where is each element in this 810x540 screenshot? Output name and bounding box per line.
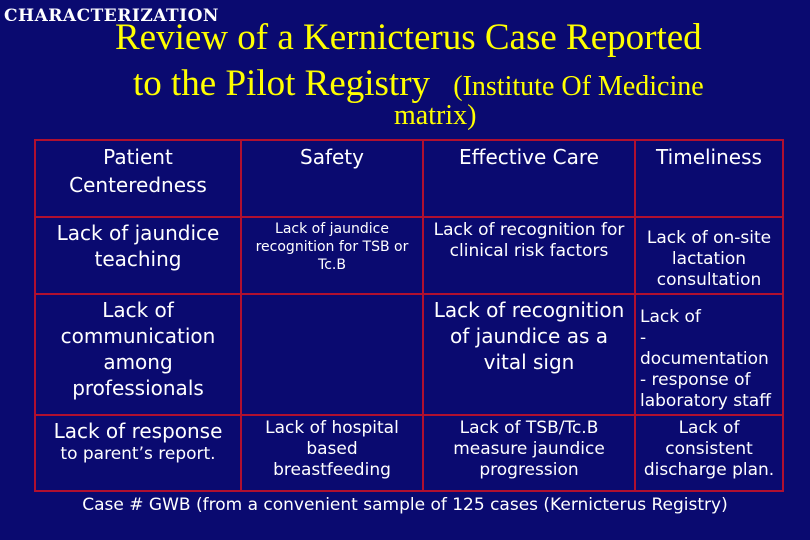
title-line-2-main: to the Pilot Registry [133, 63, 431, 104]
cell-timeliness-row1: Lack of on-site lactation consultation [635, 217, 783, 294]
header-patient-centeredness: Patient Centeredness [35, 140, 241, 217]
timeliness-row2-line: Lack of [640, 307, 701, 327]
timeliness-row2-line: - documentation [640, 328, 769, 369]
iom-matrix-table [34, 139, 784, 492]
cell-effective-row3: Lack of TSB/Tc.B measure jaundice progression [423, 415, 635, 491]
header-effective-care: Effective Care [423, 140, 635, 217]
cell-patient-row2: Lack of communication among professionals [35, 294, 241, 415]
cell-safety-row3: Lack of hospital based breastfeeding [241, 415, 423, 491]
cell-timeliness-row2 [635, 294, 783, 415]
header-safety: Safety [241, 140, 423, 217]
cell-patient-row3-main: Lack of response [53, 419, 223, 443]
cell-effective-row2: Lack of recognition of jaundice as a vital sign [423, 294, 635, 415]
cell-safety-row1: Lack of jaundice recognition for TSB or Tc.B [241, 217, 423, 294]
footer-caption: Case # GWB (from a convenient sample of 125 cases (Kernicterus Registry) [82, 495, 728, 515]
title-line-2 [133, 62, 704, 105]
timeliness-row2-line: - response of [640, 370, 751, 390]
cell-safety-row2 [241, 294, 423, 415]
table-row [35, 294, 783, 415]
cell-patient-row3-sub: to parent’s report. [60, 444, 216, 464]
timeliness-row2-line: laboratory staff [640, 391, 771, 411]
table-header-row [35, 140, 783, 217]
table-row [35, 217, 783, 294]
cell-timeliness-row3: Lack of consistent discharge plan. [635, 415, 783, 491]
cell-patient-row1: Lack of jaundice teaching [35, 217, 241, 294]
cell-effective-row1: Lack of recognition for clinical risk factors [423, 217, 635, 294]
title-line-2-small: (Institute Of Medicine [453, 71, 704, 102]
cell-patient-row3 [35, 415, 241, 491]
corner-label: CHARACTERIZATION [4, 6, 219, 26]
title-line-3: matrix) [394, 100, 477, 131]
title-line-1: Review of a Kernicterus Case Reported [115, 17, 702, 58]
header-timeliness: Timeliness [635, 140, 783, 217]
table-row [35, 415, 783, 491]
